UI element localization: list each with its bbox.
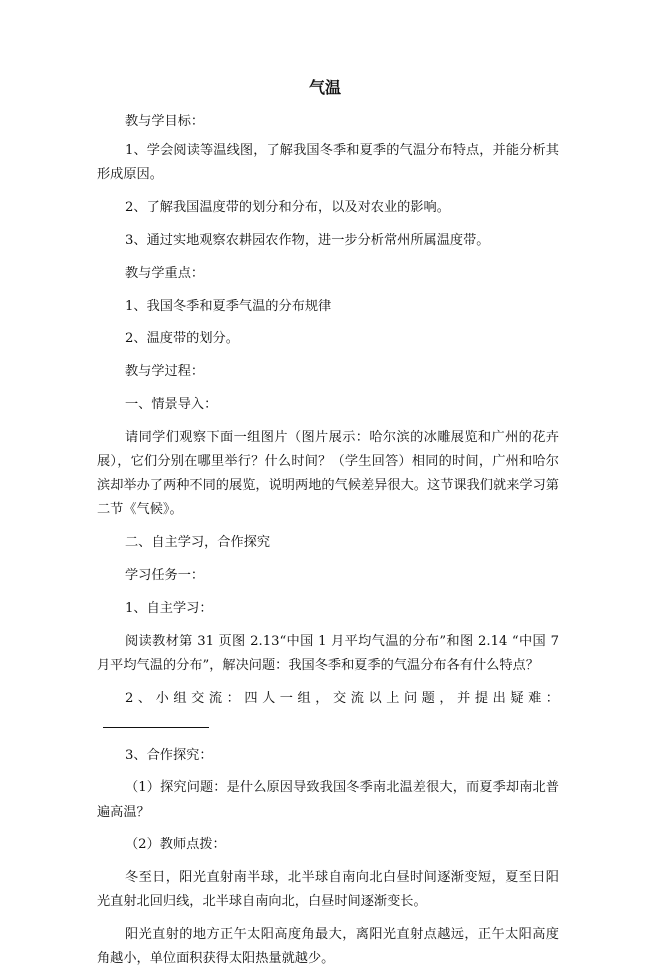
paragraph-objective-3: 3、通过实地观察农耕园农作物，进一步分析常州所属温度带。 bbox=[125, 233, 490, 248]
paragraph-section-1-heading: 一、情景导入： bbox=[125, 396, 218, 412]
answer-blank-line bbox=[103, 713, 209, 728]
paragraph-objective-1: 1、学会阅读等温线图，了解我国冬季和夏季的气温分布特点，并能分析其形成原因。 bbox=[97, 143, 559, 183]
paragraph-key-points-heading: 教与学重点： bbox=[125, 265, 205, 281]
group-discussion-text: 2、小组交流：四人一组，交流以上问题，并提出疑难： bbox=[125, 690, 559, 706]
paragraph-key-point-1: 1、我国冬季和夏季气温的分布规律 bbox=[125, 298, 332, 314]
paragraph-section-2-heading: 二、自主学习，合作探究 bbox=[125, 535, 271, 551]
paragraph-reading-task: 阅读教材第 31 页图 2.13“中国 1 月平均气温的分布”和图 2.14 “中国 7 月平均气温的分布”，解决问题：我国冬季和夏季的气温分布各有什么特点？ bbox=[97, 633, 559, 673]
document-title: 气温 bbox=[308, 78, 341, 97]
paragraph-key-point-2: 2、温度带的划分。 bbox=[125, 331, 239, 347]
paragraph-introduction: 请同学们观察下面一组图片（图片展示：哈尔滨的冰雕展览和广州的花卉展），它们分别在哪里举行？什么时间？（学生回答）相同的时间，广州和哈尔滨却举办了两种不同的展览，说明两地的气候差异很大。这节课我们就来学习第二节《气候》。 bbox=[97, 429, 559, 518]
paragraph-objectives-heading: 教与学目标： bbox=[125, 114, 205, 129]
paragraph-cooperation-heading: 3、合作探究： bbox=[125, 747, 213, 763]
paragraph-task-1-heading: 学习任务一： bbox=[125, 567, 205, 583]
paragraph-teacher-guidance-heading: （2）教师点拨： bbox=[125, 837, 226, 853]
paragraph-group-discussion bbox=[97, 687, 559, 735]
paragraph-inquiry-question: （1）探究问题：是什么原因导致我国冬季南北温差很大，而夏季却南北普遍高温？ bbox=[97, 780, 559, 820]
paragraph-process-heading: 教与学过程： bbox=[125, 364, 205, 380]
paragraph-self-study-heading: 1、自主学习： bbox=[125, 600, 213, 616]
document-body bbox=[97, 110, 559, 980]
paragraph-sun-angle-explanation: 阳光直射的地方正午太阳高度角最大，离阳光直射点越远，正午太阳高度角越小，单位面积获得太阳热量就越少。 bbox=[97, 927, 559, 967]
paragraph-objective-2: 2、了解我国温度带的划分和分布，以及对农业的影响。 bbox=[125, 200, 450, 216]
paragraph-solstice-explanation: 冬至日，阳光直射南半球，北半球自南向北白昼时间逐渐变短，夏至日阳光直射北回归线，北半球自南向北，白昼时间逐渐变长。 bbox=[97, 870, 559, 910]
